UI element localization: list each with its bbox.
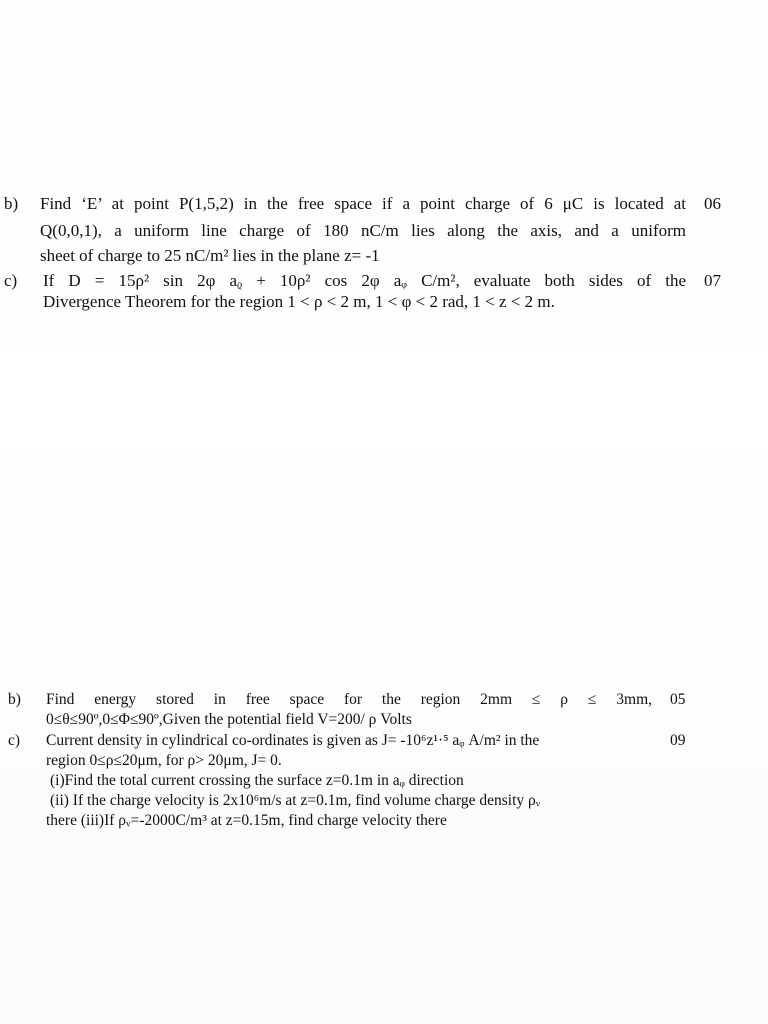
question-label: b) [8, 691, 21, 708]
question-text-line: Current density in cylindrical co-ordinates is given as J= -10⁶z¹·⁵ aᵩ A/m² in the [46, 732, 540, 749]
question-text-line: (i)Find the total current crossing the surface z=0.1m in aᵩ direction [50, 772, 464, 789]
question-text-line: Find ‘E’ at point P(1,5,2) in the free space if a point charge of 6 μC is located at [40, 194, 686, 213]
question-text-line: Find energy stored in free space for the region 2mm ≤ ρ ≤ 3mm, [46, 691, 652, 708]
question-text-line: Q(0,0,1), a uniform line charge of 180 nC/m lies along the axis, and a uniform [40, 221, 686, 240]
question-text-line: there (iii)If ρᵥ=-2000C/m³ at z=0.15m, find charge velocity there [46, 812, 447, 829]
question-label: c) [4, 271, 18, 290]
question-text-line: If D = 15ρ² sin 2φ aᵨ + 10ρ² cos 2φ aᵩ C/m², evaluate both sides of the [43, 271, 686, 290]
question-text-line: 0≤θ≤90º,0≤Φ≤90º,Given the potential field V=200/ ρ Volts [46, 711, 412, 728]
question-label: b) [4, 194, 19, 213]
marks: 09 [670, 732, 686, 749]
question-text-line: Divergence Theorem for the region 1 < ρ < 2 m, 1 < φ < 2 rad, 1 < z < 2 m. [43, 292, 555, 311]
marks: 07 [704, 271, 721, 290]
question-text-line: sheet of charge to 25 nC/m² lies in the plane z= -1 [40, 246, 380, 265]
question-text-line: (ii) If the charge velocity is 2x10⁶m/s at z=0.1m, find volume charge density ρᵥ [50, 792, 541, 809]
question-text-line: region 0≤ρ≤20μm, for ρ> 20μm, J= 0. [46, 752, 282, 769]
question-label: c) [8, 732, 21, 749]
marks: 05 [670, 691, 686, 708]
marks: 06 [704, 194, 721, 213]
